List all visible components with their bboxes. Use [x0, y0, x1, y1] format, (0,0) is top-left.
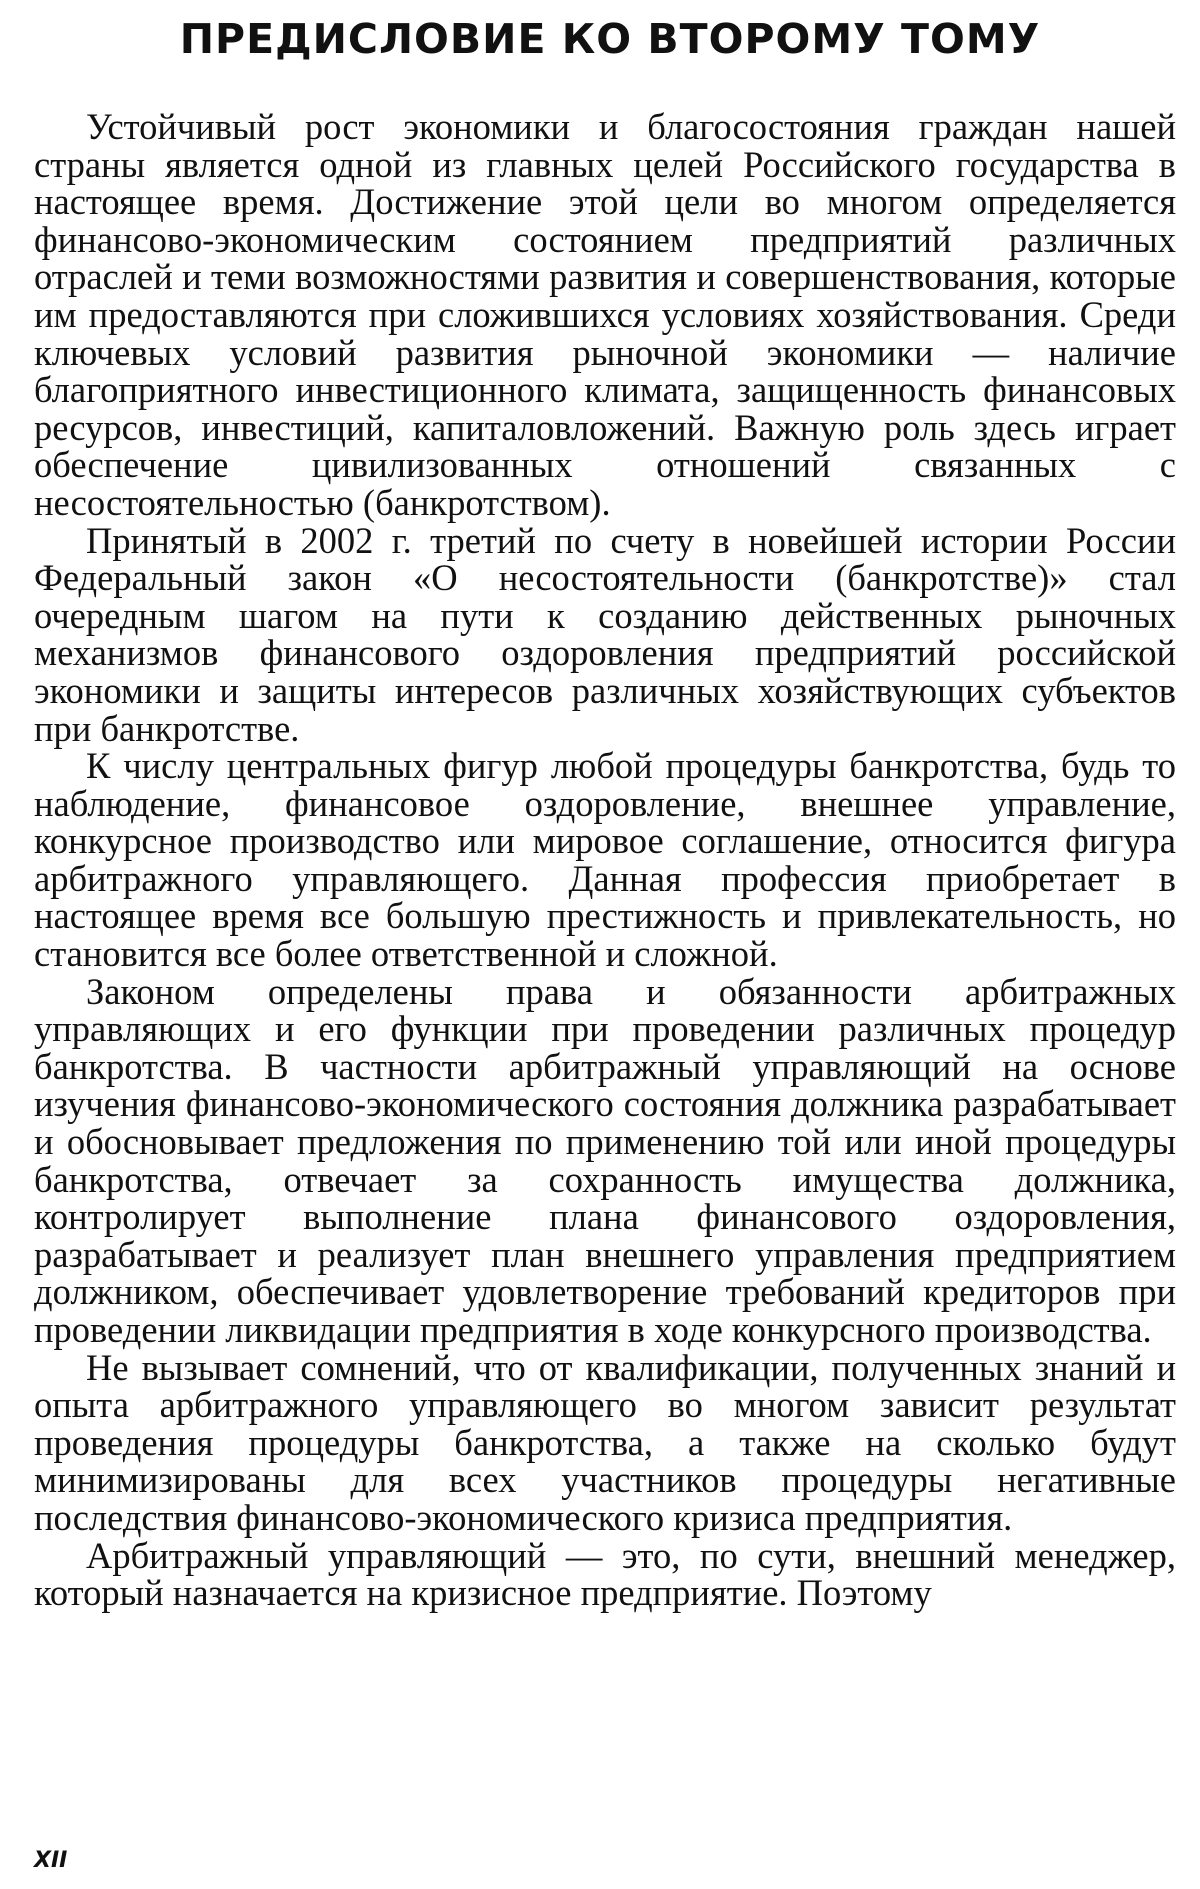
paragraph-5: Не вызывает сомнений, что от квалификации, полученных знаний и опыта арбитражного управляющего во многом зависит результат проведения процедуры банкротства, а также на сколько будут минимизированы для всех участников процедуры негативные последствия финансово-экономического кризиса предприятия. [34, 1346, 1176, 1538]
paragraph-2: Принятый в 2002 г. третий по счету в новейшей истории России Федеральный закон «О несостоятельности (банкротстве)» стал очередным шагом на пути к созданию действенных рыночных механизмов финансового оздоровления предприятий российской экономики и защиты интересов различных хозяйствующих субъектов при банкротстве. [34, 519, 1176, 749]
paragraph-1: Устойчивый рост экономики и благосостояния граждан нашей страны является одной из главных целей Российского государства в настоящее время. Достижение этой цели во многом определяется финансово-экономическим состоянием предприятий различных отраслей и теми возможностями развития и совершенствования, которые им предоставляются при сложившихся условиях хозяйствования. Среди ключевых условий развития рыночной экономики — наличие благоприятного инвестиционного климата, защищенность финансовых ресурсов, инвестиций, капиталовложений. Важную роль здесь играет обеспечение цивилизованных отношений связанных с несостоятельностью (банкротством). [34, 106, 1176, 523]
paragraph-3: К числу центральных фигур любой процедуры банкротства, будь то наблюдение, финансовое оздоровление, внешнее управление, конкурсное производство или мировое соглашение, относится фигура арбитражного управляющего. Данная профессия приобретает в настоящее время все большую престижность и привлекательность, но становится все более ответственной и сложной. [34, 745, 1176, 975]
page-title: ПРЕДИСЛОВИЕ КО ВТОРОМУ ТОМУ [179, 15, 1041, 63]
page-number: XII [34, 1848, 68, 1873]
paragraph-6: Арбитражный управляющий — это, по сути, внешний менеджер, который назначается на кризисное предприятие. Поэтому [34, 1534, 1176, 1614]
paragraph-4: Законом определены права и обязанности арбитражных управляющих и его функции при проведении различных процедур банкротства. В частности арбитражный управляющий на основе изучения финансово-экономического состояния должника разрабатывает и обосновывает предложения по применению той или иной процедуры банкротства, отвечает за сохранность имущества должника, контролирует выполнение плана финансового оздоровления, разрабатывает и реализует план внешнего управления предприятием должником, обеспечивает удовлетворение требований кредиторов при проведении ликвидации предприятия в ходе конкурсного производства. [34, 970, 1176, 1350]
body-text [34, 108, 1176, 1612]
book-page [34, 14, 1176, 1874]
